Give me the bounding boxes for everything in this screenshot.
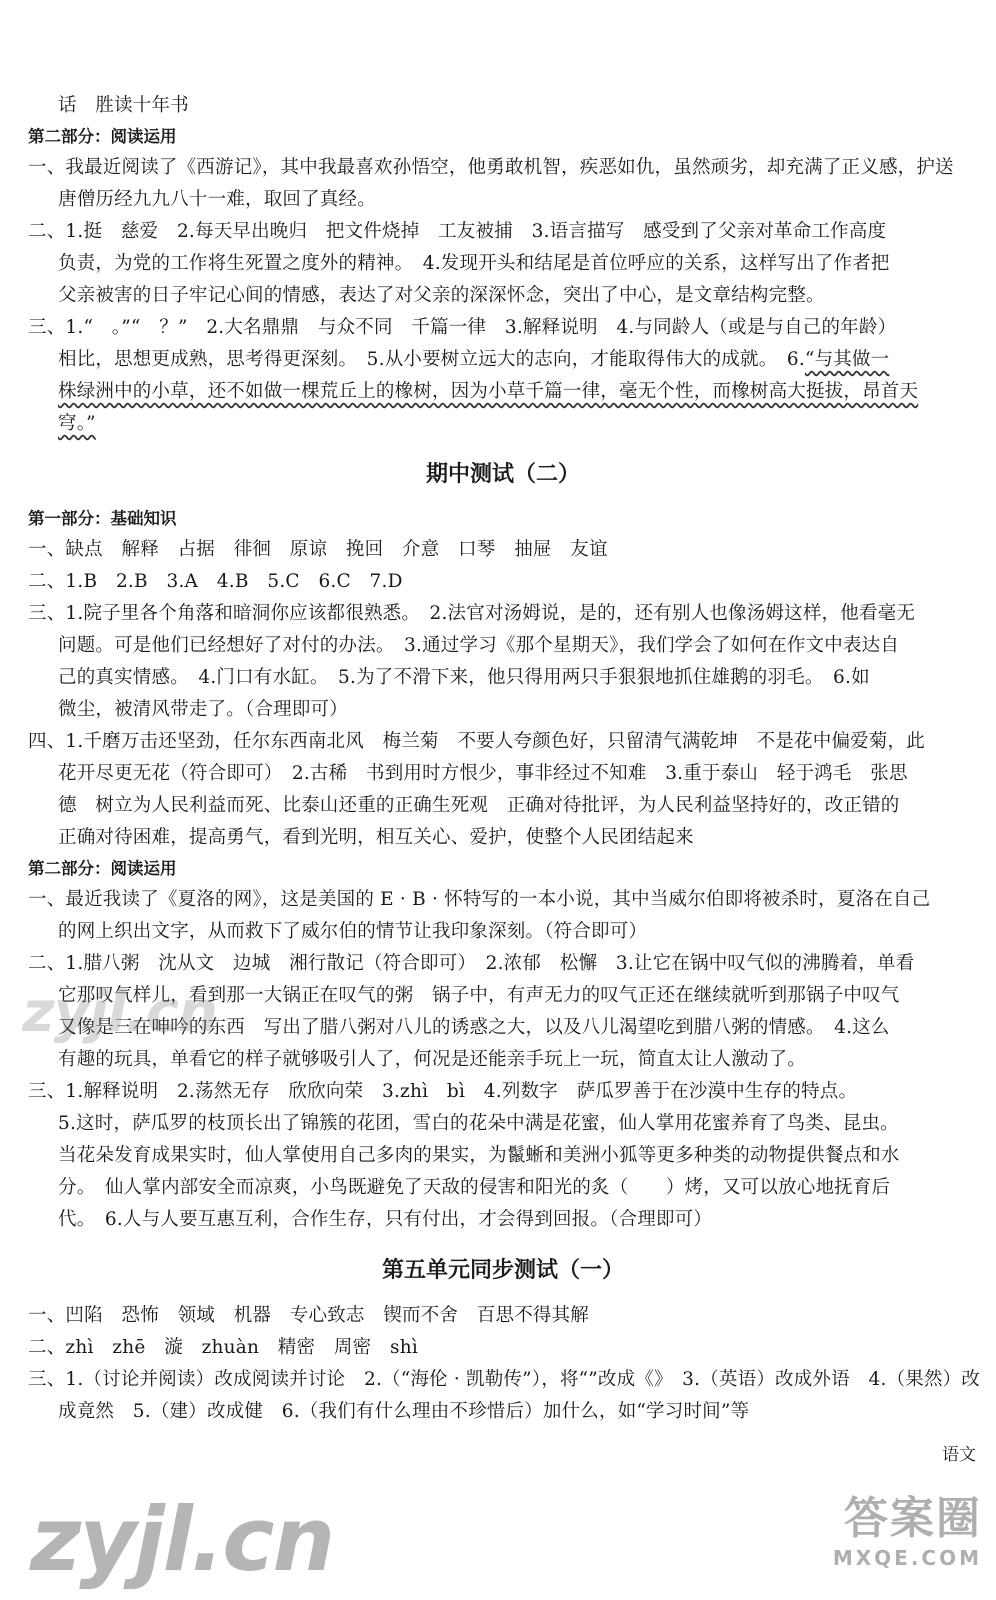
answer-line: 5.这时，萨瓜罗的枝顶长出了锦簇的花团，雪白的花朵中满是花蜜，仙人掌用花蜜养育了鸟类、昆虫。 <box>58 1113 899 1134</box>
answer-line: 微尘，被清风带走了。（合理即可） <box>58 699 348 720</box>
wavy-underlined-text: 穹。” <box>58 413 96 434</box>
answer-line: 三、1.院子里各个角落和暗洞你应该都很熟悉。 2.法官对汤姆说，是的，还有别人也像汤姆这样，他看毫无 <box>28 603 916 624</box>
part-heading-basics: 第一部分：基础知识 <box>28 509 177 528</box>
section-title-midterm: 期中测试（二） <box>425 462 580 487</box>
answer-line: 一、凹陷 恐怖 领域 机器 专心致志 锲而不舍 百思不得其解 <box>28 1305 590 1326</box>
continuation-line: 话 胜读十年书 <box>58 95 189 116</box>
answer-line <box>28 408 978 440</box>
answer-line: 问题。可是他们已经想好了对付的办法。 3.通过学习《那个星期天》，我们学会了如何在作文中表达自 <box>58 635 900 656</box>
answer-line: 负责，为党的工作将生死置之度外的精神。 4.发现开头和结尾是首位呼应的关系，这样写出了作者把 <box>58 253 890 274</box>
answer-line: 花开尽更无花（符合即可） 2.古稀 书到用时方恨少，事非经过不知难 3.重于泰山 轻于鸿毛 张思 <box>58 763 908 784</box>
answer-line <box>28 376 978 408</box>
answer-text: 相比，思想更成熟，思考得更深刻。 5.从小要树立远大的志向，才能取得伟大的成就。 6. <box>58 349 805 370</box>
answer-line: 三、1.“ 。”“ ？” 2.大名鼎鼎 与众不同 千篇一律 3.解释说明 4.与同龄人（或是与自己的年龄） <box>28 317 897 338</box>
section-title-unit5: 第五单元同步测试（一） <box>381 1258 624 1283</box>
answer-line: 二、1.B 2.B 3.A 4.B 5.C 6.C 7.D <box>28 571 403 592</box>
answer-line: 四、1.千磨万击还坚劲，任尔东西南北风 梅兰菊 不要人夸颜色好，只留清气满乾坤 不是花中偏爱菊，此 <box>28 731 925 752</box>
watermark-corner-title: 答案圈 <box>844 1493 982 1544</box>
answer-line: 当花朵发育成果实时，仙人掌使用自己多肉的果实，为鬣蜥和美洲小狐等更多种类的动物提供餐点和水 <box>58 1145 900 1166</box>
answer-line: 己的真实情感。 4.门口有水缸。 5.为了不滑下来，他只得用两只手狠狠地抓住雄鹅的羽毛。 6.如 <box>58 667 870 688</box>
answer-line: 德 树立为人民利益而死、比泰山还重的正确生死观 正确对待批评，为人民利益坚持好的，改正错的 <box>58 795 900 816</box>
watermark-logo: zyjl.cn <box>30 1488 334 1591</box>
watermark-logo: zyjl.cn <box>22 980 217 1045</box>
answer-line: 父亲被害的日子牢记心间的情感，表达了对父亲的深深怀念，突出了中心，是文章结构完整。 <box>58 285 825 306</box>
answer-line: 二、zhì zhē 漩 zhuàn 精密 周密 shì <box>28 1337 418 1358</box>
answer-line: 代。 6.人与人要互惠互利，合作生存，只有付出，才会得到回报。（合理即可） <box>58 1209 713 1230</box>
subject-label: 语文 <box>942 1445 976 1465</box>
answer-line: 一、缺点 解释 占据 徘徊 原谅 挽回 介意 口琴 抽屉 友谊 <box>28 539 608 560</box>
part-heading-reading: 第二部分：阅读运用 <box>28 859 177 878</box>
wavy-underlined-text: 株绿洲中的小草，还不如做一棵荒丘上的橡树，因为小草千篇一律，毫无个性，而橡树高大挺拔，昂首天 <box>58 381 919 402</box>
watermark-corner <box>833 1482 982 1570</box>
watermark-corner-domain: MXQE.COM <box>832 1546 982 1570</box>
answer-line: 二、1.挺 慈爱 2.每天早出晚归 把文件烧掉 工友被捕 3.语言描写 感受到了父亲对革命工作高度 <box>28 221 887 242</box>
answer-line: 三、1.解释说明 2.荡然无存 欣欣向荣 3.zhì bì 4.列数字 萨瓜罗善于在沙漠中生存的特点。 <box>28 1081 858 1102</box>
answer-line: 分。 仙人掌内部安全而凉爽，小鸟既避免了天敌的侵害和阳光的炙（ ）烤，又可以放心地抚育后 <box>58 1177 891 1198</box>
answer-line: 正确对待困难，提高勇气，看到光明，相互关心、爱护，使整个人民团结起来 <box>58 827 694 848</box>
answer-line <box>28 344 978 376</box>
answer-line: 有趣的玩具，单看它的样子就够吸引人了，何况是还能亲手玩上一玩，简直太让人激动了。 <box>58 1049 807 1070</box>
answer-line: 唐僧历经九九八十一难，取回了真经。 <box>58 189 376 210</box>
answer-line: 又像是三在呻吟的东西 写出了腊八粥对八儿的诱惑之大，以及八儿渴望吃到腊八粥的情感。 4.这么 <box>58 1017 890 1038</box>
answer-line: 一、我最近阅读了《西游记》，其中我最喜欢孙悟空，他勇敢机智，疾恶如仇，虽然顽劣，却充满了正义感，护送 <box>28 157 954 178</box>
answer-line: 二、1.腊八粥 沈从文 边城 湘行散记（符合即可） 2.浓郁 松懈 3.让它在锅中叹气似的沸腾着，单看 <box>28 953 915 974</box>
answer-line: 三、1.（讨论并阅读）改成阅读并讨论 2.（“海伦 · 凯勒传”），将“”改成《》 3.（英语）改成外语 4.（果然）改 <box>28 1369 981 1390</box>
answer-line: 成竟然 5.（建）改成健 6.（我们有什么理由不珍惜后）加什么，如“学习时间”等 <box>58 1401 750 1422</box>
answer-line: 的网上织出文字，从而救下了威尔伯的情节让我印象深刻。（符合即可） <box>58 921 648 942</box>
wavy-underlined-text: “与其做一 <box>804 349 890 370</box>
part-heading-reading: 第二部分：阅读运用 <box>28 127 177 146</box>
answer-line: 一、最近我读了《夏洛的网》，这是美国的 E · B · 怀特写的一本小说，其中当威尔伯即将被杀时，夏洛在自己 <box>28 889 931 910</box>
answer-line: 它那叹气样儿，看到那一大锅正在叹气的粥 锅子中，有声无力的叹气正还在继续就听到那锅子中叹气 <box>58 985 900 1006</box>
page-content <box>28 90 981 1428</box>
